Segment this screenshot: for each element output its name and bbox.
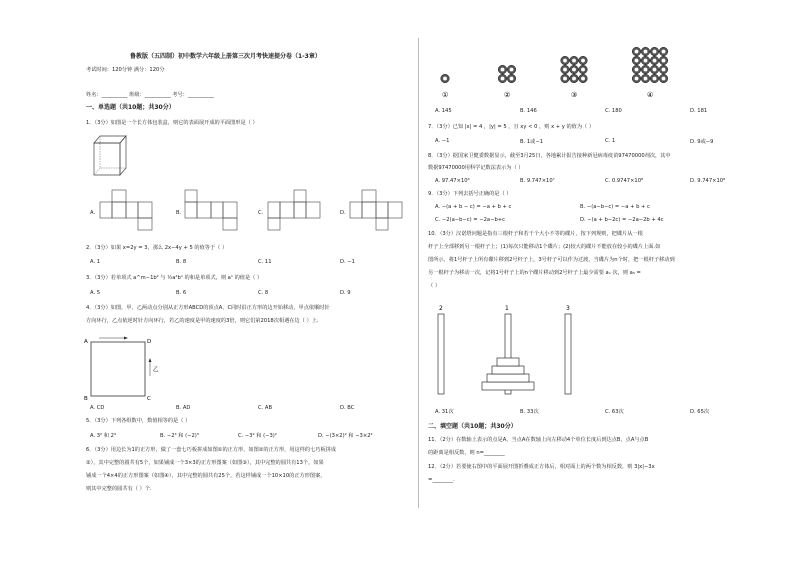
q4-option-d: D. BC [340,405,355,411]
q5-text: 5．（3分）下列各组数中，数值相等的是（ ） [86,418,191,424]
q4-option-c: C. AB [258,405,273,411]
q10-option-c: C. 63次 [605,409,624,415]
q6-option-c: C. 180 [605,108,622,114]
ring-hole [443,77,447,81]
q5-option-d: D. −(3×2)² 和 −3×2² [318,433,373,439]
ring-hole [662,50,666,54]
q5-option-c: C. −3² 和 (−3)² [238,433,277,439]
ring-hole [653,59,657,63]
q1-text: 1．（3分）如图是一个长方体包装盒，则它的表面展开成的平面图形是（ ） [86,120,258,126]
q10-text-line5: （ ） [428,283,441,289]
ring-hole [501,68,505,72]
name-fields: 姓名：__________ 班级：__________ 考号：__________ [86,92,214,98]
ring-hole [662,77,666,81]
pole-3-label: 3 [566,305,570,312]
q6-text-line2: ②），其中完整的圆共有5个，如果铺成一个3×3的正方形图案（如图③），其中完整的圆共有13个，如果 [86,460,324,466]
q1-option-c-label: C. [258,210,264,216]
ring-hole [644,68,648,72]
ring-hole [662,59,666,63]
q9-option-a: A. −(a + b − c) = −a + b + c [435,204,512,210]
exam-time: 考试时间：120分钟 满分：120分 [86,67,165,73]
ring-hole [581,59,585,63]
ring-hole [635,68,639,72]
ring-hole [635,59,639,63]
net-a-figure [98,188,168,233]
q9-option-d: D. −(a + b−2c) = −2a−2b + 4c [580,217,664,223]
q12-text-line2: =________. [428,477,455,483]
ring-hole [644,50,648,54]
ring-hole [635,77,639,81]
q3-option-c: C. 8 [258,290,269,296]
q4-option-b: B. AD [176,405,191,411]
pole-2-label: 2 [439,305,443,312]
ring-hole [572,68,576,72]
ring-hole [662,68,666,72]
pole-1-label: 1 [505,305,509,312]
q9-option-c: C. −2(a−b−c) = −2a−b+c [435,217,505,223]
q4-option-a: A. CD [90,405,105,411]
q6-option-d: D. 181 [690,108,708,114]
q10-option-a: A. 31次 [435,409,454,415]
corner-c-label: C [147,396,151,402]
q8-option-a: A. 97.47×10⁶ [435,178,470,184]
ring-hole [572,77,576,81]
yi-label: 乙 [153,367,159,373]
q7-option-a: A. −1 [435,138,450,144]
q8-option-c: C. 0.9747×10⁸ [605,178,644,184]
q6-text-line1: 6．（3分）用边长为1的正方形，做了一套七巧板拼成如图①的正方形，如图②的正方形，用这样的七巧板拼成 [86,447,337,453]
q7-option-c: C. 1 [605,138,616,144]
corner-a-label: A [84,339,88,345]
q10-text-line4: 另一根杆子为移动一次，记将1号杆子上的n个碟片移动到2号杆子上最少需要 aₙ 次，则 a₅ = [428,270,641,276]
q3-option-d: D. 9 [340,290,351,296]
circle-pattern-figures [432,35,692,100]
page-title: 鲁教版（五四制）初中数学六年级上册第三次月考快速提分卷（1-3章） [130,53,321,60]
ring-hole [510,68,514,72]
q4-text-line1: 4．（3分）如图，甲、乙两动点分别从正方形ABCD的顶点A、C同时沿正方形的边开始移动，甲点依顺时针 [86,305,330,311]
q9-option-b: B. −(a−b−c) = −a + b + c [580,204,650,210]
q3-option-a: A. 5 [90,290,101,296]
q10-text-line3: 图所示，将1号杆子上所有碟片移到2号杆子上，3号杆子可以作为过渡，当碟片为n个时，把一根杆子移动到 [428,257,675,263]
q2-option-d: D. −1 [340,259,355,265]
q6-text-line3: 铺成一个4×4的正方形图案（如图④），其中完整的圆共有25个，若这样铺成一个10×10的正方形图案， [86,473,326,479]
column-divider [418,38,419,508]
ring-hole [581,77,585,81]
q10-text-line1: 10．（3分）汉诺塔问题是指有三根杆子和若干个大小不等的碟片，按下列规则，把碟片从一根 [428,231,643,237]
q4-text-line2: 方向环行，乙点依逆时针方向环行，若乙的速度是甲的速度的3倍，则它们第2018次相遇在边（ ）上. [86,318,319,324]
ring-hole [563,59,567,63]
ring-hole [635,50,639,54]
net-b-figure [183,188,253,233]
q1-option-b-label: B. [176,210,182,216]
figure-number-label: ② [504,91,511,99]
q3-text: 3．（3分）若单项式 a^m−1b² 与 ½a²bⁿ 的和是单项式，则 aⁿ 的值是（ ） [86,275,263,281]
q7-option-d: D. 9或−9 [690,139,714,145]
q10-text-line2: 杆子上全部移到另一根杆子上；(1)每次只能移动1个碟片；(2)较大的碟片不能放在较小的碟片上面.如 [428,244,661,250]
q1-option-d-label: D. [340,210,346,216]
q2-option-a: A. 1 [90,259,101,265]
q6-option-a: A. 145 [435,108,452,114]
ring-hole [653,68,657,72]
figure-number-label: ④ [647,91,654,99]
net-d-figure [348,188,418,233]
q5-option-a: A. 3² 和 2³ [90,433,117,439]
section-heading-choice: 一、单选题（共10题；共30分） [86,104,175,111]
q2-text: 2．（3分）如果 x=2y = 3，那么 2x−4y + 5 的值等于（ ） [86,245,228,251]
q11-text-line2: 的距离是相反数，则 n=________ [428,450,505,456]
q10-option-b: B. 33次 [520,409,539,415]
q8-text-line1: 8．（3分）据国家卫健委数据显示，截至3月25日，各地累计报告接种新冠病毒疫苗97470000剂次，其中 [428,153,671,159]
q11-text-line1: 11．（2分）在数轴上表示的点是A，当点A在数轴上向左移动4个单位长度后到达点B，点A与点B [428,437,649,443]
cuboid-figure [90,133,130,178]
q9-text: 9．（3分）下列去括号正确的是（ ） [428,191,512,197]
q8-text-line2: 数据97470000用科学记数法表示为（ ） [428,165,524,171]
figure-number-label: ③ [571,91,578,99]
section-heading-fill: 二、填空题（共10题；共30分） [428,423,517,430]
q7-text: 7．（3分）已知 |x| = 4 ，|y| = 5 ，且 xy < 0 ，则 x + y 的值为（ ） [428,124,595,130]
ring-hole [510,77,514,81]
corner-b-label: B [84,396,88,402]
ring-hole [581,68,585,72]
ring-hole [653,50,657,54]
figure-number-label: ① [442,91,449,99]
hanoi-tower-figure [430,300,590,400]
q6-option-b: B. 146 [520,108,537,114]
ring-hole [644,59,648,63]
q10-option-d: D. 65次 [690,409,710,415]
ring-hole [563,77,567,81]
ring-hole [563,68,567,72]
q3-option-b: B. 6 [176,290,187,296]
net-c-figure [266,188,336,233]
ring-hole [501,77,505,81]
corner-d-label: D [147,339,152,345]
ring-hole [644,77,648,81]
q1-option-a-label: A. [90,210,96,216]
ring-hole [572,59,576,63]
q2-option-c: C. 11 [258,259,272,265]
q6-text-line4: 则其中完整的圆共有（ ）个. [86,486,152,492]
square-abcd-figure [84,334,164,404]
q8-option-d: D. 9.747×10⁸ [690,178,726,184]
q8-option-b: B. 9.747×10⁷ [520,178,555,184]
q12-text-line1: 12．（2分）若要使右图中的平面展开图折叠成正方体后，相对面上的两个数为相反数，则 3|x|−3x [428,464,655,470]
q7-option-b: B. 1或−1 [520,139,543,145]
ring-hole [653,77,657,81]
q5-option-b: B. −2³ 和 (−2)³ [160,433,199,439]
q2-option-b: B. 8 [176,259,187,265]
